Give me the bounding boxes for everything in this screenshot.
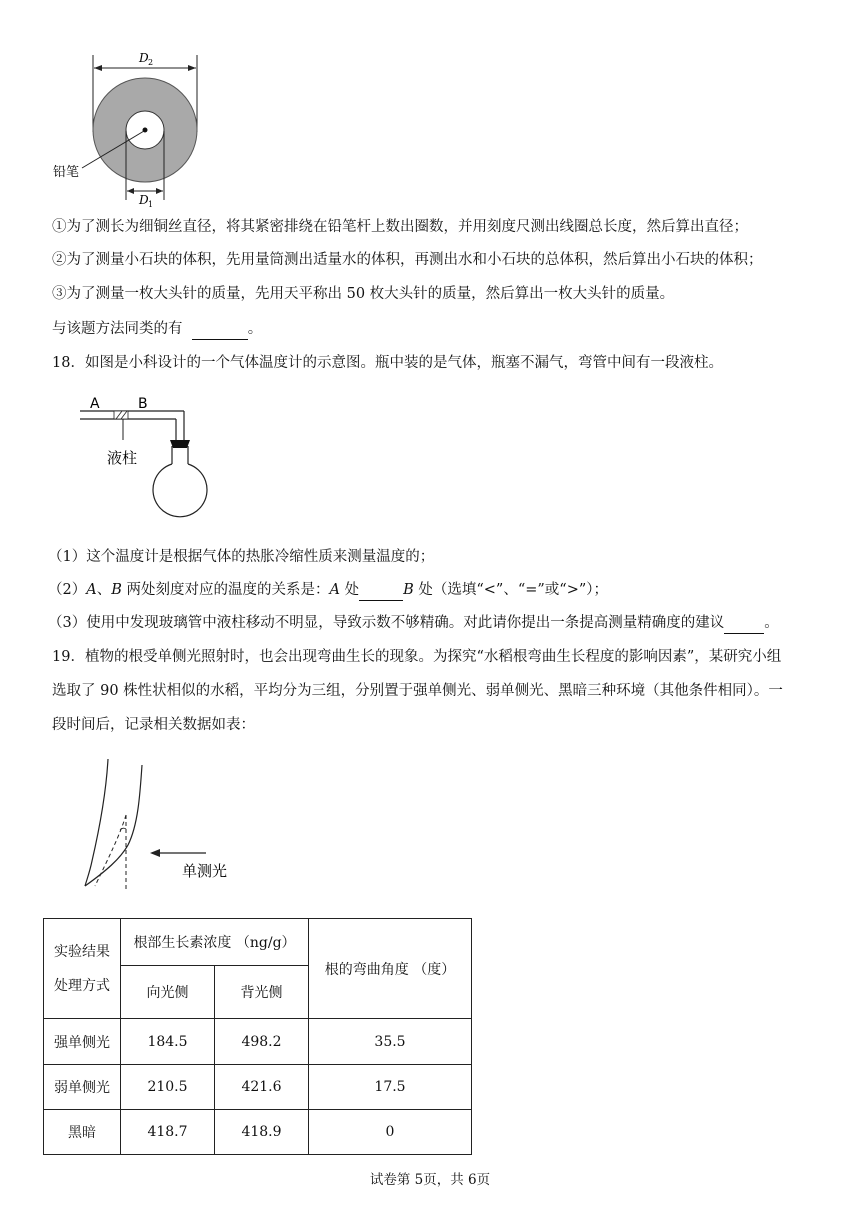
q17-question: [52, 319, 262, 340]
q18-sub2-a2-italic: A: [329, 582, 340, 598]
data-table: [43, 918, 472, 1155]
q18-sub2-text: 两处刻度对应的温度的关系是：: [121, 582, 330, 598]
q18-sub3-text: （3）使用中发现玻璃管中液柱移动不明显，导致示数不够精确。对此请你提出一条提高测量精确度的建议: [48, 615, 725, 631]
row-angle-value: 17.5: [309, 1065, 472, 1110]
q18-sub-2: [48, 580, 608, 601]
group-header-auxin: 根部生长素浓度 （ng/g）: [121, 919, 309, 966]
liquid-column-label: 液柱: [107, 449, 138, 467]
q17-ask-end: 。: [247, 321, 263, 337]
table-row: [44, 1110, 472, 1155]
gas-thermometer-figure: [80, 388, 240, 528]
table-row: [44, 1019, 472, 1065]
d2-subscript: 2: [148, 58, 154, 67]
row-treatment: 强单侧光: [44, 1019, 121, 1065]
q18-sub3-end: 。: [764, 615, 779, 631]
table-row: [44, 1065, 472, 1110]
q17-item-3: ③为了测量一枚大头针的质量，先用天平称出 50 枚大头针的质量，然后算出一枚大头针的质量。: [52, 286, 675, 302]
q18-sub2-answer-blank: [359, 580, 403, 601]
table-corner-cell: [44, 919, 121, 1019]
coil-on-pencil-figure: [40, 40, 220, 210]
q18-sub2-a-italic: A: [86, 582, 97, 598]
row-angle-value: 35.5: [309, 1019, 472, 1065]
row-back-value: 421.6: [215, 1065, 309, 1110]
row-light-value: 210.5: [121, 1065, 215, 1110]
q19-line-1: 19．植物的根受单侧光照射时，也会出现弯曲生长的现象。为探究“水稻根弯曲生长程度的影响因素”，某研究小组: [52, 649, 782, 665]
row-light-value: 418.7: [121, 1110, 215, 1155]
q17-item-1: ①为了测长为细铜丝直径，将其紧密排绕在铅笔杆上数出圈数，并用刻度尺测出线圈总长度，然后算出直径；: [52, 219, 748, 235]
header-bend-angle: 根的弯曲角度 （度）: [309, 919, 472, 1019]
row-back-value: 418.9: [215, 1110, 309, 1155]
row-treatment: 黑暗: [44, 1110, 121, 1155]
q18-sub-3: [48, 613, 779, 634]
corner-bottom-label: 处理方式: [54, 977, 110, 994]
q17-answer-blank: [192, 319, 248, 340]
q18-sub2-chu: 处: [339, 582, 360, 598]
q17-item-2: ②为了测量小石块的体积，先用量筒测出适量水的体积，再测出水和小石块的总体积，然后算出小石块的体积；: [52, 252, 763, 268]
q19-line-3: 段时间后，记录相关数据如表：: [52, 717, 255, 733]
pencil-label: 铅笔: [53, 165, 80, 180]
q18-sub-1: （1）这个温度计是根据气体的热胀冷缩性质来测量温度的；: [48, 549, 435, 565]
page-footer: 试卷第 5页，共 6页: [369, 1172, 491, 1188]
q18-sub2-sep: 、: [96, 582, 112, 598]
row-treatment: 弱单侧光: [44, 1065, 121, 1110]
unilateral-light-label: 单测光: [182, 862, 228, 880]
d1-label: D: [139, 193, 149, 207]
row-back-value: 498.2: [215, 1019, 309, 1065]
q18-sub2-b-italic: B: [111, 582, 122, 598]
label-a: A: [90, 396, 100, 412]
header-shaded-side: 背光侧: [215, 966, 309, 1019]
q18-sub3-answer-blank: [724, 613, 764, 634]
label-b: B: [138, 396, 148, 412]
row-angle-value: 0: [309, 1110, 472, 1155]
q19-line-2: 选取了 90 株性状相似的水稻，平均分为三组，分别置于强单侧光、弱单侧光、黑暗三种环境（其他条件相同）。一: [52, 683, 783, 699]
q18-stem: 18．如图是小科设计的一个气体温度计的示意图。瓶中装的是气体，瓶塞不漏气，弯管中间有一段液柱。: [52, 355, 723, 371]
d1-subscript: 1: [148, 200, 154, 209]
q18-sub2-num: （2）: [48, 582, 87, 598]
q18-sub2-b2-italic: B: [403, 582, 414, 598]
q18-sub2-options: 处（选填“<”、“=”或“>”）；: [413, 582, 609, 598]
row-light-value: 184.5: [121, 1019, 215, 1065]
q17-ask-text: 与该题方法同类的有: [52, 321, 183, 337]
root-bending-figure: [70, 755, 260, 895]
d2-label: D: [139, 51, 149, 65]
corner-top-label: 实验结果: [54, 943, 110, 960]
header-light-side: 向光侧: [121, 966, 215, 1019]
